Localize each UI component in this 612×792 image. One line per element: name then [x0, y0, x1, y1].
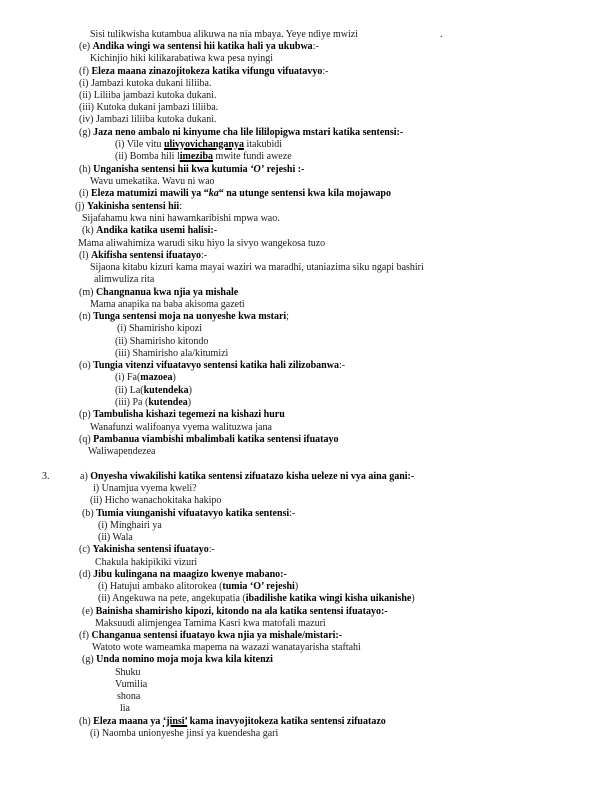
body-text: (i) Fa( — [115, 372, 141, 383]
instruction-text: tumia ‘O’ rejeshi — [222, 581, 295, 592]
body-text: (h) — [79, 716, 94, 727]
instruction-text: Pambanua viambishi mbalimbali katika sentensi ifuatayo — [93, 434, 339, 445]
instruction-text: imeziba — [179, 151, 214, 162]
body-text: (f) — [79, 630, 92, 641]
document-line — [90, 728, 278, 740]
body-text: (h) — [79, 164, 94, 175]
document-line — [79, 127, 403, 139]
document-line — [82, 225, 217, 237]
body-text: Sisi tulikwisha kutambua alikuwa na nia mbaya. Yeye ndiye mwizi — [90, 29, 359, 40]
instruction-text: Tungia vitenzi vifuatavyo sentensi katika hali zilizobanwa — [93, 360, 339, 371]
body-text: (i) — [79, 188, 91, 199]
instruction-text: “ na utunge sentensi kwa kila mojawapo — [218, 188, 391, 199]
body-text: (k) — [82, 225, 97, 236]
body-text: :- — [208, 544, 215, 555]
document-line — [95, 557, 197, 569]
body-text: (iii) Pa ( — [115, 397, 149, 408]
instruction-text: ibadilishe katika wingi kisha uikanishe — [245, 593, 412, 604]
body-text: Wavu umekatika. Wavu ni wao — [90, 176, 215, 187]
body-text: alimwuliza rita — [94, 274, 155, 285]
document-line — [93, 483, 197, 495]
body-text: (i) Minghairi ya — [98, 520, 162, 531]
instruction-text: Eleza maana ya — [93, 716, 163, 727]
body-text: (iii) Kutoka dukani jambazi liliiba. — [79, 102, 219, 113]
document-line — [98, 520, 162, 532]
instruction-text: rejeshi :- — [264, 164, 305, 175]
document-line — [79, 569, 287, 581]
body-text: (e) — [82, 606, 96, 617]
body-text: Vumilia — [115, 679, 148, 690]
document-line — [115, 139, 282, 151]
body-text: (l) — [79, 250, 91, 261]
document-line — [79, 250, 207, 262]
instruction-text: kutendea — [148, 397, 188, 408]
document-line — [98, 581, 298, 593]
document-line — [79, 102, 218, 114]
document-line — [79, 287, 238, 299]
body-text: (g) — [82, 654, 97, 665]
instruction-text: Tunga sentensi moja na uonyeshe kwa mstari — [93, 311, 287, 322]
instruction-text: Changanua sentensi ifuatayo kwa njia ya mishale/mistari:- — [91, 630, 343, 641]
body-text: :- — [322, 66, 329, 77]
body-text: (iii) Shamirisho ala/kitumizi — [115, 348, 229, 359]
stray-dot: . — [440, 29, 443, 40]
instruction-text: Eleza matumizi mawili ya “ — [90, 188, 209, 199]
document-line — [90, 422, 272, 434]
document-line — [115, 151, 292, 163]
document-line — [75, 201, 182, 213]
instruction-text: Unda nomino moja moja kwa kila kitenzi — [96, 654, 273, 665]
body-text: (c) — [79, 544, 93, 555]
document-line — [79, 188, 391, 200]
document-line — [79, 630, 342, 642]
instruction-text: Jibu kulingana na maagizo kwenye mabano:- — [93, 569, 287, 580]
document-line — [79, 114, 216, 126]
document-line — [115, 667, 141, 679]
body-text: lia — [120, 703, 130, 714]
document-line — [115, 397, 191, 409]
instruction-text: ka — [208, 188, 219, 199]
body-text: (ii) Hicho wanachokitaka hakipo — [90, 495, 222, 506]
body-text: (ii) Angekuwa na pete, angekupatia ( — [98, 593, 246, 604]
document-line — [80, 471, 414, 483]
document-line — [117, 691, 140, 703]
instruction-text: Andika katika usemi halisi:- — [96, 225, 218, 236]
body-text: (i) Hatujui ambako alitorokea ( — [98, 581, 223, 592]
document-line — [90, 299, 245, 311]
body-text: (ii) Bomba hili l — [115, 151, 180, 162]
body-text: (d) — [79, 569, 94, 580]
document-line — [79, 164, 304, 176]
body-text: (b) — [82, 508, 97, 519]
body-text: (p) — [79, 409, 94, 420]
document-line — [90, 262, 424, 274]
instruction-text: Tumia viunganishi vifuatavyo katika sentensi — [96, 508, 290, 519]
body-text: Sijaona kitabu kizuri kama mayai waziri wa maradhi, utaniazima siku ngapi bashiri — [90, 262, 424, 273]
body-text: (i) Vile vitu — [115, 139, 164, 150]
body-text: : — [179, 201, 182, 212]
document-line — [82, 213, 280, 225]
instruction-text: Unganisha sentensi hii kwa kutumia — [93, 164, 251, 175]
document-line — [92, 642, 361, 654]
document-line — [82, 508, 295, 520]
body-text: Wanafunzi walifoanya vyema walituzwa jana — [90, 422, 272, 433]
body-text: Mama aliwahimiza warudi siku hiyo la sivyo wangekosa tuzo — [78, 238, 326, 249]
question-number: 3. — [42, 471, 50, 482]
document-line — [120, 703, 130, 715]
instruction-text: ‘jinsi’ — [162, 716, 188, 727]
instruction-text: Jaza neno ambalo ni kinyume cha lile lililopigwa mstari katika sentensi:- — [93, 127, 404, 138]
body-text: ) — [187, 397, 192, 408]
document-line — [79, 41, 319, 53]
body-text: Shuku — [115, 667, 141, 678]
body-text: (i) Jambazi kutoka dukani liliiba. — [79, 78, 212, 89]
body-text: Waliwapendezea — [88, 446, 156, 457]
document-line — [79, 434, 339, 446]
body-text: (e) — [79, 41, 93, 52]
body-text: ; — [286, 311, 289, 322]
instruction-text: Akifisha sentensi ifuatayo — [90, 250, 201, 261]
instruction-text: Tambulisha kishazi tegemezi na kishazi huru — [93, 409, 285, 420]
body-text: (f) — [79, 66, 92, 77]
instruction-text: Eleza maana zinazojitokeza katika vifungu vifuatavyo — [91, 66, 323, 77]
instruction-text: Yakinisha sentensi hii — [86, 201, 180, 212]
body-text: :- — [338, 360, 346, 371]
instruction-text: kama inavyojitokeza katika sentensi zifuatazo — [187, 716, 386, 727]
body-text: (q) — [79, 434, 94, 445]
document-line — [79, 78, 211, 90]
body-text: :- — [200, 250, 208, 261]
document-line — [95, 618, 326, 630]
instruction-text: mazoea — [140, 372, 173, 383]
document-line — [115, 679, 147, 691]
instruction-text: ulivyovichanganya — [163, 139, 244, 150]
document-line — [115, 372, 176, 384]
document-line — [79, 409, 285, 421]
instruction-text: Onyesha viwakilishi katika sentensi zifuatazo kisha ueleze ni vya aina gani:- — [90, 471, 415, 482]
document-line — [79, 716, 386, 728]
document-line — [79, 66, 328, 78]
document-line — [79, 544, 215, 556]
body-text: (o) — [79, 360, 94, 371]
body-text: Mama anapika na baba akisoma gazeti — [90, 299, 245, 310]
document-line — [79, 90, 216, 102]
body-text: ) — [188, 385, 192, 396]
document-line — [79, 311, 289, 323]
body-text: shona — [117, 691, 141, 702]
body-text: (iv) Jambazi liliiba kutoka dukani. — [79, 114, 217, 125]
document-line — [90, 53, 273, 65]
body-text: (j) — [75, 201, 87, 212]
document-line — [82, 606, 388, 618]
body-text: :- — [289, 508, 296, 519]
body-text: Maksuudi alimjengea Tamima Kasri kwa matofali mazuri — [95, 618, 326, 629]
document-line — [98, 593, 415, 605]
instruction-text: Andika wingi wa sentensi hii katika hali ya ukubwa — [92, 41, 313, 52]
body-text: ) — [411, 593, 415, 604]
body-text: (ii) Shamirisho kitondo — [115, 336, 209, 347]
instruction-text: Bainisha shamirisho kipozi, kitondo na ala katika sentensi ifuatayo:- — [95, 606, 388, 617]
body-text: (ii) La( — [115, 385, 144, 396]
body-text: (g) — [79, 127, 94, 138]
document-line — [115, 348, 228, 360]
body-text: (i) Shamirisho kipozi — [117, 323, 202, 334]
document-line — [98, 532, 133, 544]
body-text: i) Unamjua vyema kweli? — [93, 483, 197, 494]
body-text: Chakula hakipikiki vizuri — [95, 557, 198, 568]
body-text: (m) — [79, 287, 96, 298]
body-text: (ii) Liliiba jambazi kutoka dukani. — [79, 90, 217, 101]
document-line — [82, 654, 273, 666]
document-line — [88, 446, 156, 458]
body-text: itakubidi — [243, 139, 283, 150]
body-text: Watoto wote wameamka mapema na wazazi wanatayarisha staftahi — [92, 642, 361, 653]
body-text: (ii) Wala — [98, 532, 133, 543]
document-line — [94, 274, 154, 286]
instruction-text: kutendeka — [143, 385, 189, 396]
instruction-text: Yakinisha sentensi ifuatayo — [92, 544, 209, 555]
body-text: :- — [312, 41, 319, 52]
body-text: ) — [294, 581, 299, 592]
body-text: Sijafahamu kwa nini hawamkaribishi mpwa wao. — [82, 213, 280, 224]
body-text: mwite fundi aweze — [213, 151, 292, 162]
body-text: a) — [80, 471, 91, 482]
document-line — [90, 495, 221, 507]
body-text: (n) — [79, 311, 94, 322]
instruction-text: ‘O’ — [250, 164, 265, 175]
body-text: Kichinjio hiki kilikarabatiwa kwa pesa nyingi — [90, 53, 274, 64]
document-line — [115, 336, 208, 348]
document-line — [117, 323, 202, 335]
document-line — [78, 238, 325, 250]
document-line — [90, 176, 215, 188]
document-line — [90, 29, 358, 41]
body-text: ) — [172, 372, 176, 383]
document-line — [79, 360, 345, 372]
instruction-text: Changnanua kwa njia ya mishale — [95, 287, 239, 298]
body-text: (i) Naomba unionyeshe jinsi ya kuendesha gari — [90, 728, 279, 739]
document-line — [115, 385, 192, 397]
